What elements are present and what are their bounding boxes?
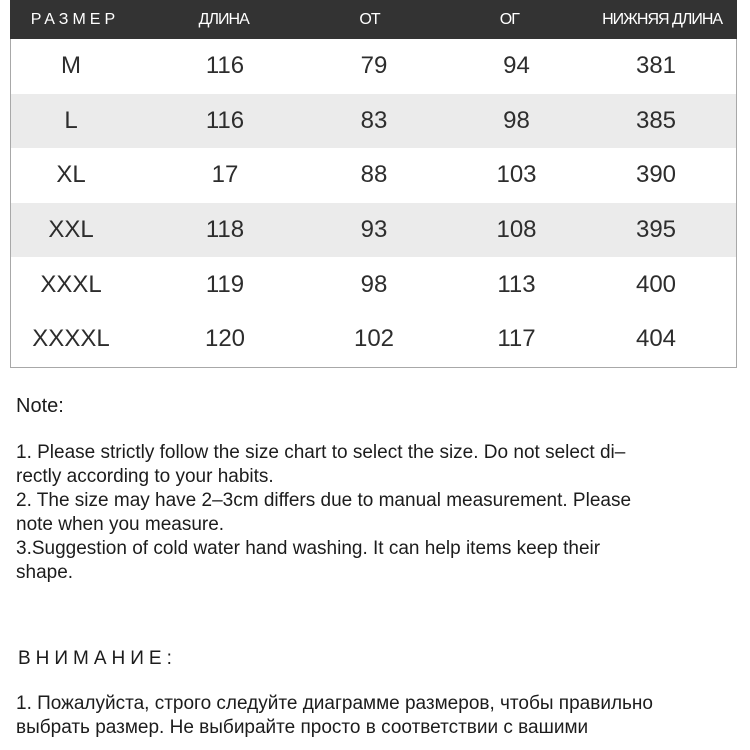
cell-hem-length: 395 (635, 216, 677, 244)
cell-hem-length: 400 (635, 270, 677, 298)
cell-chest: 98 (503, 106, 530, 134)
header-waist: ОТ (359, 10, 380, 28)
cell-length: 119 (205, 270, 245, 298)
notes-russian (18, 646, 738, 740)
note-line: rectly according to your habits. (16, 466, 274, 487)
cell-waist: 79 (360, 52, 388, 80)
note-title: Note: (16, 395, 64, 417)
note-line: shape. (16, 562, 74, 583)
table-row (11, 148, 736, 203)
cell-hem-length: 381 (635, 52, 677, 80)
cell-waist: 98 (360, 270, 388, 298)
note-line: 2. The size may have 2–3cm differs due to manual measurement. Please (16, 490, 632, 511)
size-chart-table (10, 0, 737, 368)
table-row (11, 39, 736, 94)
cell-chest: 103 (496, 161, 537, 189)
cell-chest: 108 (496, 216, 537, 244)
cell-waist: 102 (353, 325, 395, 353)
note-line: note when you measure. (16, 514, 225, 535)
cell-size: M (61, 52, 81, 80)
cell-waist: 93 (360, 216, 388, 244)
header-length: ДЛИНА (198, 10, 249, 28)
cell-size: XL (56, 161, 86, 189)
cell-size: XXXL (40, 270, 102, 298)
cell-length: 120 (204, 325, 246, 353)
cell-hem-length: 404 (635, 325, 677, 353)
cell-hem-length: 385 (635, 106, 677, 134)
attention-title: ВНИМАНИЕ: (18, 648, 177, 669)
header-chest: ОГ (499, 10, 519, 28)
header-hem-length: НИЖНЯЯ ДЛИНА (602, 10, 723, 28)
note-line: выбрать размер. Не выбирайте просто в соответствии с вашими (16, 717, 589, 738)
header-size: РАЗМЕР (30, 10, 120, 28)
cell-hem-length: 390 (635, 161, 677, 189)
cell-length: 118 (205, 216, 245, 244)
notes-english (16, 393, 736, 585)
cell-chest: 113 (497, 270, 536, 298)
note-line: 3.Suggestion of cold water hand washing. It can help items keep their (16, 538, 601, 559)
cell-chest: 117 (497, 325, 536, 353)
table-body (11, 39, 736, 367)
cell-length: 116 (205, 106, 245, 134)
note-line: 1. Please strictly follow the size chart to select the size. Do not select di– (16, 442, 626, 463)
table-row (11, 312, 736, 367)
cell-size: XXL (48, 216, 94, 244)
cell-size: XXXXL (32, 325, 110, 353)
table-row (11, 257, 736, 312)
cell-length: 116 (205, 52, 245, 80)
note-line: 1. Пожалуйста, строго следуйте диаграмме размеров, чтобы правильно (16, 693, 653, 714)
table-header (10, 0, 737, 39)
cell-waist: 88 (360, 161, 388, 189)
cell-waist: 83 (360, 106, 388, 134)
cell-length: 17 (211, 161, 239, 189)
cell-chest: 94 (503, 52, 530, 80)
cell-size: L (64, 106, 78, 134)
table-row (11, 203, 736, 258)
table-row (11, 94, 736, 149)
